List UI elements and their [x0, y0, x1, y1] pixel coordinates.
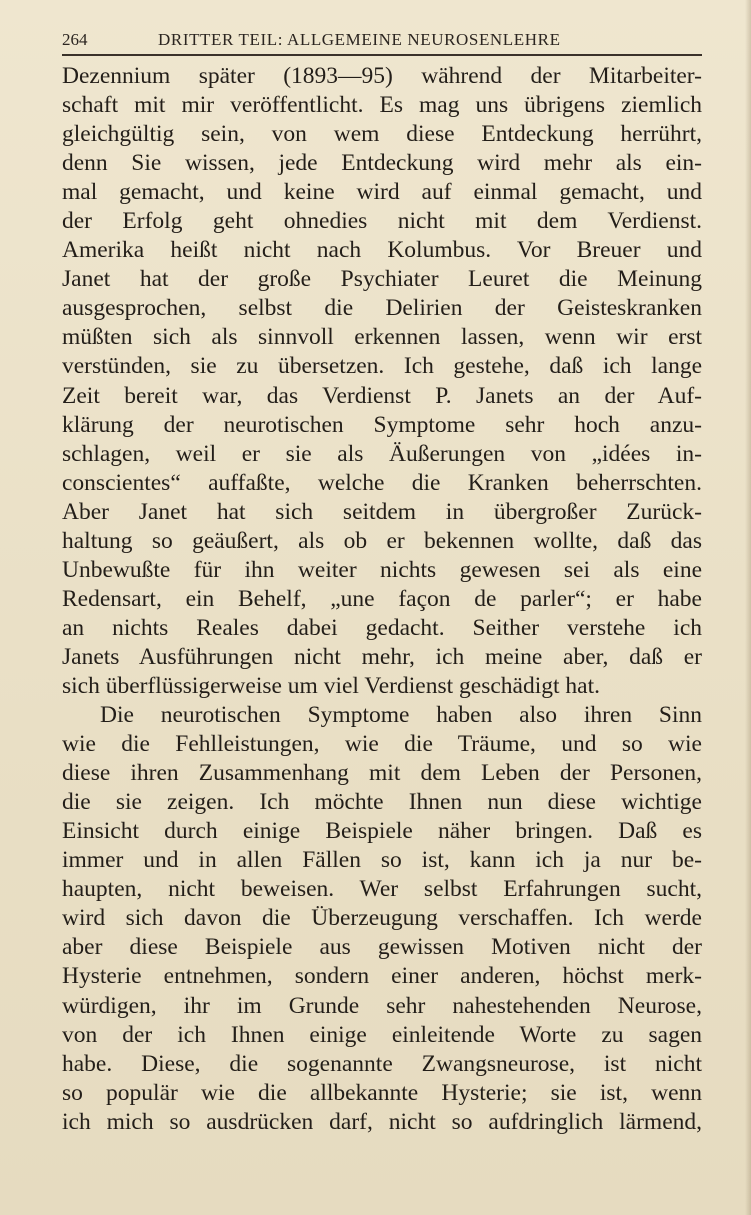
- page-edge-shadow: [745, 0, 751, 1215]
- body-text: [62, 62, 702, 1137]
- text-line: müßten sich als sinnvoll erkennen lassen, wenn wir erst: [62, 324, 702, 351]
- text-line: so populär wie die allbekannte Hysterie; sie ist, wenn: [62, 1079, 702, 1106]
- text-line: Unbewußte für ihn weiter nichts gewesen sei als eine: [62, 556, 702, 583]
- text-line: denn Sie wissen, jede Entdeckung wird mehr als ein-: [62, 150, 702, 177]
- text-line: haltung so geäußert, als ob er bekennen wollte, daß das: [62, 527, 702, 554]
- text-line: Aber Janet hat sich seitdem in übergroßer Zurück-: [62, 498, 702, 525]
- text-line: Janets Ausführungen nicht mehr, ich meine aber, daß er: [62, 643, 702, 670]
- text-line: ausgesprochen, selbst die Delirien der Geisteskranken: [62, 295, 702, 322]
- text-line: mal gemacht, und keine wird auf einmal gemacht, und: [62, 179, 702, 206]
- text-line: Amerika heißt nicht nach Kolumbus. Vor Breuer und: [62, 237, 702, 264]
- text-line: schaft mit mir veröffentlicht. Es mag uns übrigens ziemlich: [62, 92, 702, 119]
- text-line: habe. Diese, die sogenannte Zwangsneurose, ist nicht: [62, 1050, 702, 1077]
- text-line: wird sich davon die Überzeugung verschaffen. Ich werde: [62, 905, 702, 932]
- text-line: aber diese Beispiele aus gewissen Motiven nicht der: [62, 934, 702, 961]
- text-line: Dezennium später (1893—95) während der Mitarbeiter-: [62, 63, 702, 89]
- text-line: immer und in allen Fällen so ist, kann ich ja nur be-: [62, 847, 702, 874]
- text-line: ich mich so ausdrücken darf, nicht so aufdringlich lärmend,: [62, 1108, 702, 1135]
- text-line: diese ihren Zusammenhang mit dem Leben der Personen,: [62, 760, 702, 787]
- running-head: DRITTER TEIL: ALLGEMEINE NEUROSENLEHRE: [158, 30, 561, 49]
- header-rule: [62, 54, 702, 56]
- text-line: Redensart, ein Behelf, „une façon de parler“; er habe: [62, 585, 702, 612]
- text-line: gleichgültig sein, von wem diese Entdeckung herrührt,: [62, 121, 702, 148]
- text-line: würdigen, ihr im Grunde sehr nahestehenden Neurose,: [62, 992, 702, 1019]
- text-line: von der ich Ihnen einige einleitende Worte zu sagen: [62, 1021, 702, 1048]
- text-line: an nichts Reales dabei gedacht. Seither verstehe ich: [62, 614, 702, 641]
- text-line: Die neurotischen Symptome haben also ihren Sinn: [100, 702, 702, 729]
- page-header: [62, 28, 702, 54]
- text-line: Janet hat der große Psychiater Leuret die Meinung: [62, 266, 702, 293]
- text-line: die sie zeigen. Ich möchte Ihnen nun diese wichtige: [62, 789, 702, 816]
- page-number: 264: [62, 30, 88, 49]
- paragraph: [62, 701, 702, 1137]
- text-line: conscientes“ auffaßte, welche die Kranken beherrschten.: [62, 469, 702, 496]
- text-line: klärung der neurotischen Symptome sehr hoch anzu-: [62, 411, 702, 438]
- text-line: Zeit bereit war, das Verdienst P. Janets an der Auf-: [62, 382, 702, 409]
- text-line: Einsicht durch einige Beispiele näher bringen. Daß es: [62, 818, 702, 845]
- text-line: haupten, nicht beweisen. Wer selbst Erfahrungen sucht,: [62, 876, 702, 903]
- text-line: schlagen, weil er sie als Äußerungen von „idées in-: [62, 440, 702, 467]
- text-line: wie die Fehlleistungen, wie die Träume, und so wie: [62, 731, 702, 758]
- text-line: Hysterie entnehmen, sondern einer anderen, höchst merk-: [62, 963, 702, 990]
- paragraph: [62, 62, 702, 701]
- text-line: der Erfolg geht ohnedies nicht mit dem Verdienst.: [62, 208, 702, 235]
- text-line: verstünden, sie zu übersetzen. Ich gestehe, daß ich lange: [62, 353, 702, 380]
- text-line: sich überflüssigerweise um viel Verdienst geschädigt hat.: [62, 672, 600, 699]
